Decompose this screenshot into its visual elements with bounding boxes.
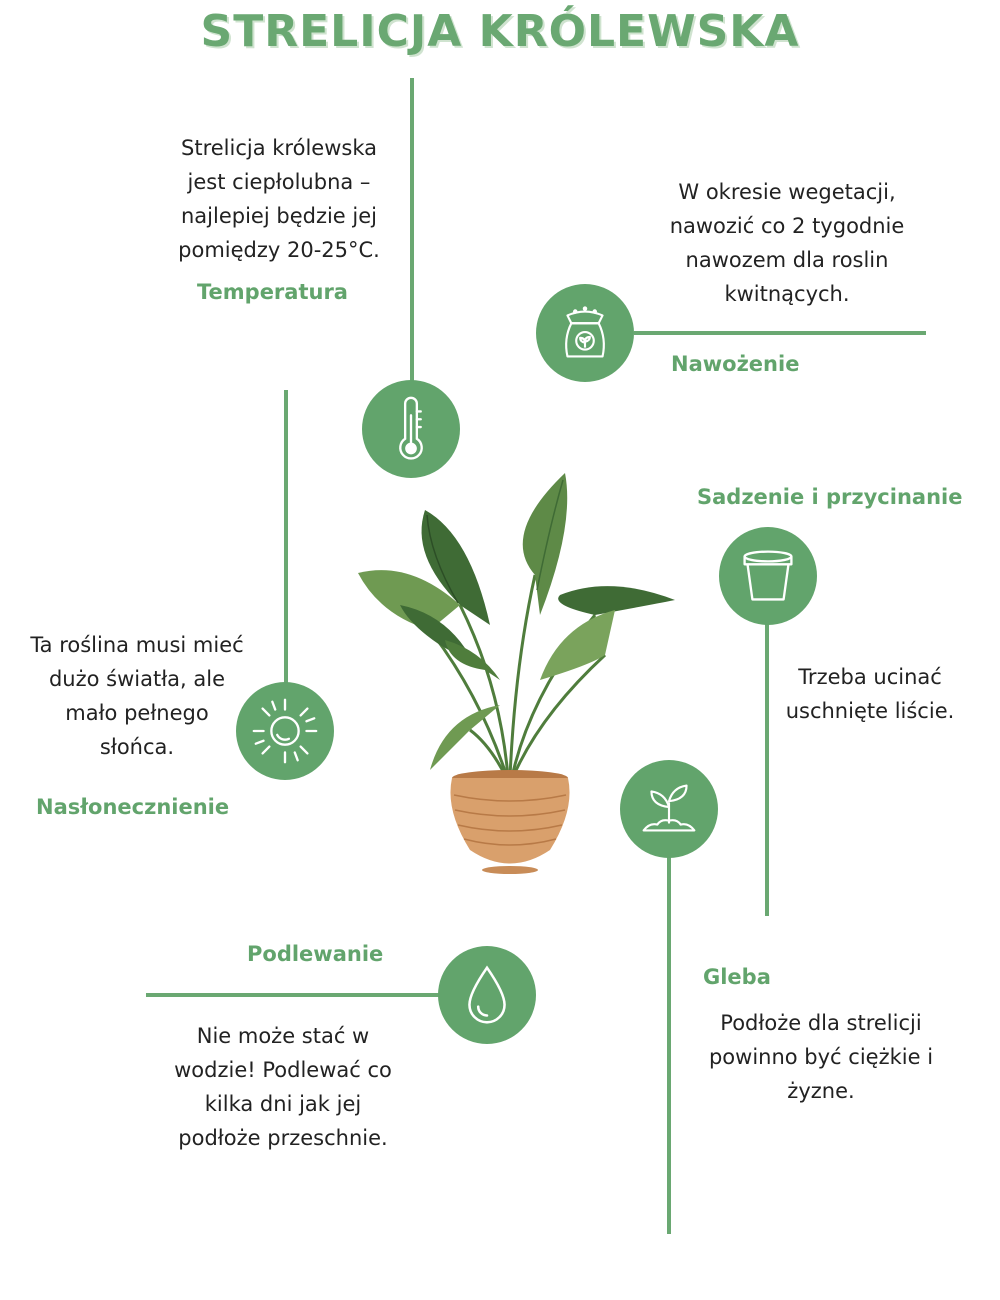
flower-pot: [450, 778, 569, 864]
water-drop-icon: [448, 956, 526, 1034]
sadzenie-connector-line: [765, 620, 769, 916]
sadzenie-heading: Sadzenie i przycinanie: [697, 485, 963, 509]
thermometer-icon: [372, 390, 450, 468]
gleba-text: Podłoże dla strelicji powinno być ciężkie i żyzne.: [708, 1011, 934, 1103]
plant-leaf: [445, 640, 500, 680]
naslonecznienie-text: Ta roślina musi mieć dużo światła, ale mało pełnego słońca.: [30, 633, 244, 759]
nawozenie-text: W okresie wegetacji, nawozić co 2 tygodnie nawozem dla roslin kwitnących.: [669, 180, 905, 306]
page-title: STRELICJA KRÓLEWSKA: [200, 6, 800, 57]
plant-leaf: [523, 473, 567, 615]
sun-icon: [246, 692, 324, 770]
nawozenie-connector-line: [634, 331, 926, 335]
podlewanie-connector-line: [146, 993, 440, 997]
fertilizer-bag-icon: [546, 294, 624, 372]
podlewanie-heading: Podlewanie: [247, 942, 384, 966]
temperatura-heading: Temperatura: [197, 280, 348, 304]
temperatura-text: Strelicja królewska jest ciepłolubna – najlepiej będzie jej pomiędzy 20-25°C.: [178, 136, 380, 262]
sadzenie-text: Trzeba ucinać uschnięte liście.: [785, 665, 955, 723]
temperatura-icon-circle: [362, 380, 460, 478]
podlewanie-icon-circle: [438, 946, 536, 1044]
temperatura-connector-line: [410, 78, 414, 382]
nawozenie-heading: Nawożenie: [671, 352, 800, 376]
plant-leaf: [540, 610, 615, 680]
plant-illustration: [350, 465, 685, 880]
naslonecznienie-icon-circle: [236, 682, 334, 780]
nawozenie-icon-circle: [536, 284, 634, 382]
plant-leaf: [558, 586, 675, 615]
gleba-heading: Gleba: [703, 965, 771, 989]
gleba-connector-line: [667, 854, 671, 1234]
naslonecznienie-connector-line: [284, 390, 288, 684]
naslonecznienie-heading: Nasłonecznienie: [36, 795, 230, 819]
plant-leaf: [430, 705, 500, 770]
podlewanie-text: Nie może stać w wodzie! Podlewać co kilka dni jak jej podłoże przeschnie.: [174, 1024, 392, 1150]
sadzenie-icon-circle: [719, 527, 817, 625]
flower-pot-icon: [729, 537, 807, 615]
